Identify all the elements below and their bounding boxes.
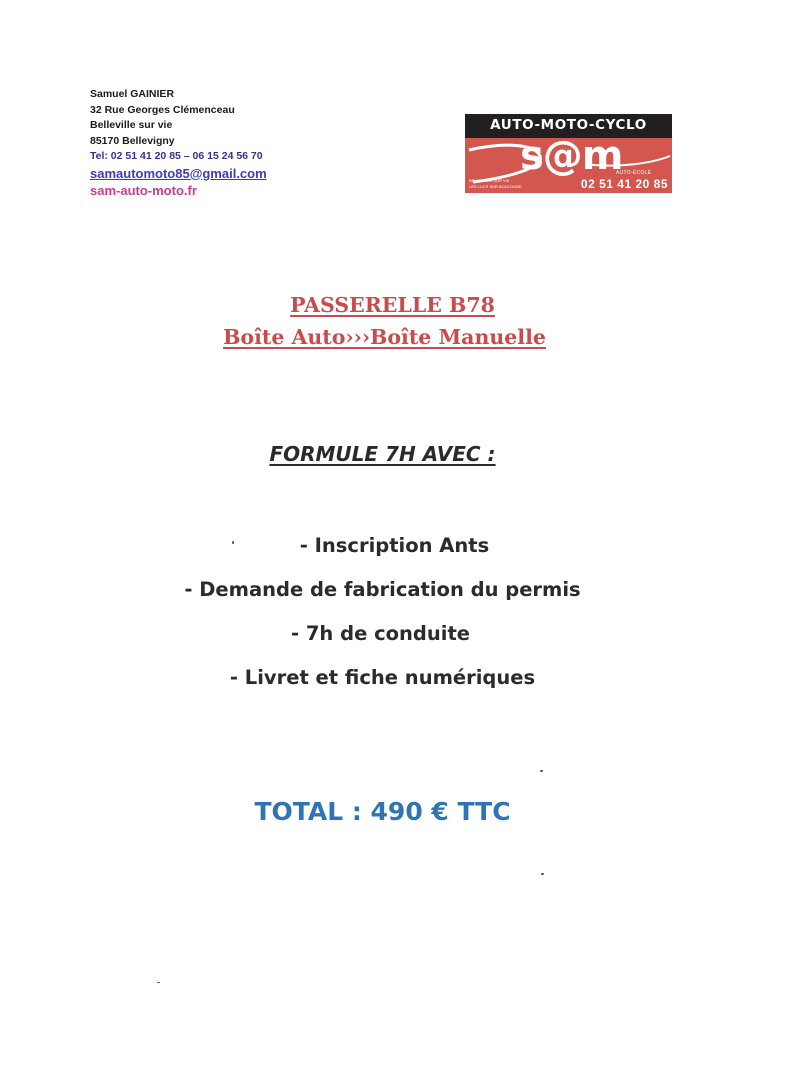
sender-street: 32 Rue Georges Clémenceau <box>90 103 235 116</box>
sender-website-link[interactable]: sam-auto-moto.fr <box>90 183 197 198</box>
list-item: - Demande de fabrication du permis <box>184 578 581 601</box>
list-item: - 7h de conduite <box>290 622 470 645</box>
page-title: PASSERELLE B78 <box>290 293 495 317</box>
scan-speck <box>232 541 234 544</box>
logo-subtitle: AUTO-ÉCOLE <box>616 170 652 176</box>
page-subtitle: Boîte Auto›››Boîte Manuelle <box>223 325 546 349</box>
scan-speck <box>541 873 544 875</box>
logo-banner-text: AUTO-MOTO-CYCLO <box>490 117 647 133</box>
sender-city: 85170 Bellevigny <box>90 134 175 147</box>
logo-brand: s@m <box>520 133 623 179</box>
company-logo <box>465 114 672 193</box>
sender-locality: Belleville sur vie <box>90 119 173 131</box>
total-price: TOTAL : 490 € TTC <box>254 797 511 826</box>
sender-phone: Tel: 02 51 41 20 85 – 06 15 24 56 70 <box>90 150 263 162</box>
sender-email-link[interactable]: samautomoto85@gmail.com <box>90 165 267 181</box>
sender-name: Samuel GAINIER <box>90 88 175 100</box>
list-item: - Inscription Ants <box>299 534 490 557</box>
logo-phone: 02 51 41 20 85 <box>580 177 668 191</box>
logo-location-2: LES LUCS SUR BOULOGNE <box>469 184 522 189</box>
formula-heading: FORMULE 7H AVEC : <box>269 442 496 466</box>
list-item: - Livret et fiche numériques <box>229 666 536 689</box>
scan-speck <box>157 982 160 983</box>
logo-location-1: BELLEVILLE SUR VIE <box>469 178 510 183</box>
sender-address-block <box>90 87 267 199</box>
scan-speck <box>540 770 543 772</box>
